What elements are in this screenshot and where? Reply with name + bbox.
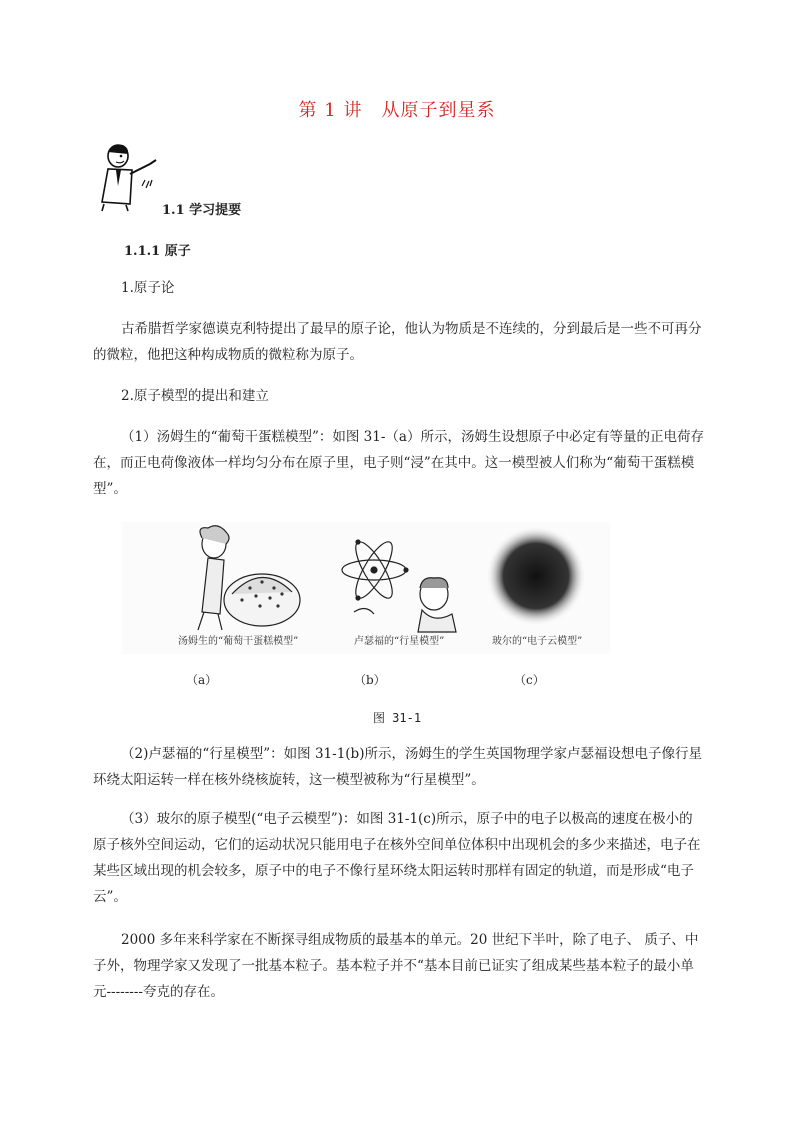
rutherford-illustration bbox=[342, 537, 456, 632]
section-heading: 1.1 学习提要 bbox=[162, 203, 242, 218]
item-1-text: 古希腊哲学家德谟克利特提出了最早的原子论，他认为物质是不连续的，分到最后是一些不可再分的微粒，他把这种构成物质的微粒称为原子。 bbox=[93, 321, 702, 363]
thomson-illustration bbox=[198, 526, 300, 630]
bohr-paragraph: （3）玻尔的原子模型(“电子云模型”)：如图 31-1(c)所示，原子中的电子以极高的速度在极小的原子核外空间运动，它们的运动状况只能用电子在核外空间单位体积中出现机会的多少来描述，电子在某些区域出现的机会较多，原子中的电子不像行星环绕太阳运转时那样有固定的轨道，而是形成“电子云”。 bbox=[93, 811, 701, 905]
subfigure-label-c: （c） bbox=[514, 673, 545, 687]
subsection-heading: 1.1.1 原子 bbox=[124, 244, 191, 259]
caption-c: 玻尔的“电子云模型” bbox=[492, 636, 583, 647]
teacher-pointing-icon bbox=[96, 142, 160, 212]
atom-models-figure bbox=[122, 522, 610, 654]
item-1-title: 1.原子论 bbox=[121, 280, 175, 296]
subfigure-label-b: （b） bbox=[354, 673, 386, 687]
quark-paragraph: 2000 多年来科学家在不断探寻组成物质的最基本的单元。20 世纪下半叶，除了电子、 质子、中子外，物理学家又发现了一批基本粒子。基本粒子并不“基本目前已证实了组成某些基本粒子的最小单元--------夸克的存在。 bbox=[93, 932, 699, 1000]
caption-a: 汤姆生的“葡萄干蛋糕模型” bbox=[178, 636, 299, 647]
page-title: 第 1 讲 从原子到星系 bbox=[298, 100, 496, 121]
electron-cloud-illustration bbox=[486, 526, 586, 626]
figure-label: 图 31-1 bbox=[372, 711, 422, 725]
subfigure-label-a: （a） bbox=[186, 673, 218, 687]
item-2-title: 2.原子模型的提出和建立 bbox=[121, 388, 269, 404]
rutherford-paragraph: （2)卢瑟福的“行星模型”：如图 31-1(b)所示，汤姆生的学生英国物理学家卢瑟福设想电子像行星环绕太阳运转一样在核外绕核旋转，这一模型被称为“行星模型”。 bbox=[93, 746, 702, 788]
caption-b: 卢瑟福的“行星模型” bbox=[354, 636, 445, 647]
thomson-paragraph: （1）汤姆生的“葡萄干蛋糕模型”：如图 31-（a）所示，汤姆生设想原子中必定有等量的正电荷存在，而正电荷像液体一样均匀分布在原子里，电子则“浸”在其中。这一模型被人们称为“葡萄干蛋糕模型”。 bbox=[93, 429, 704, 497]
